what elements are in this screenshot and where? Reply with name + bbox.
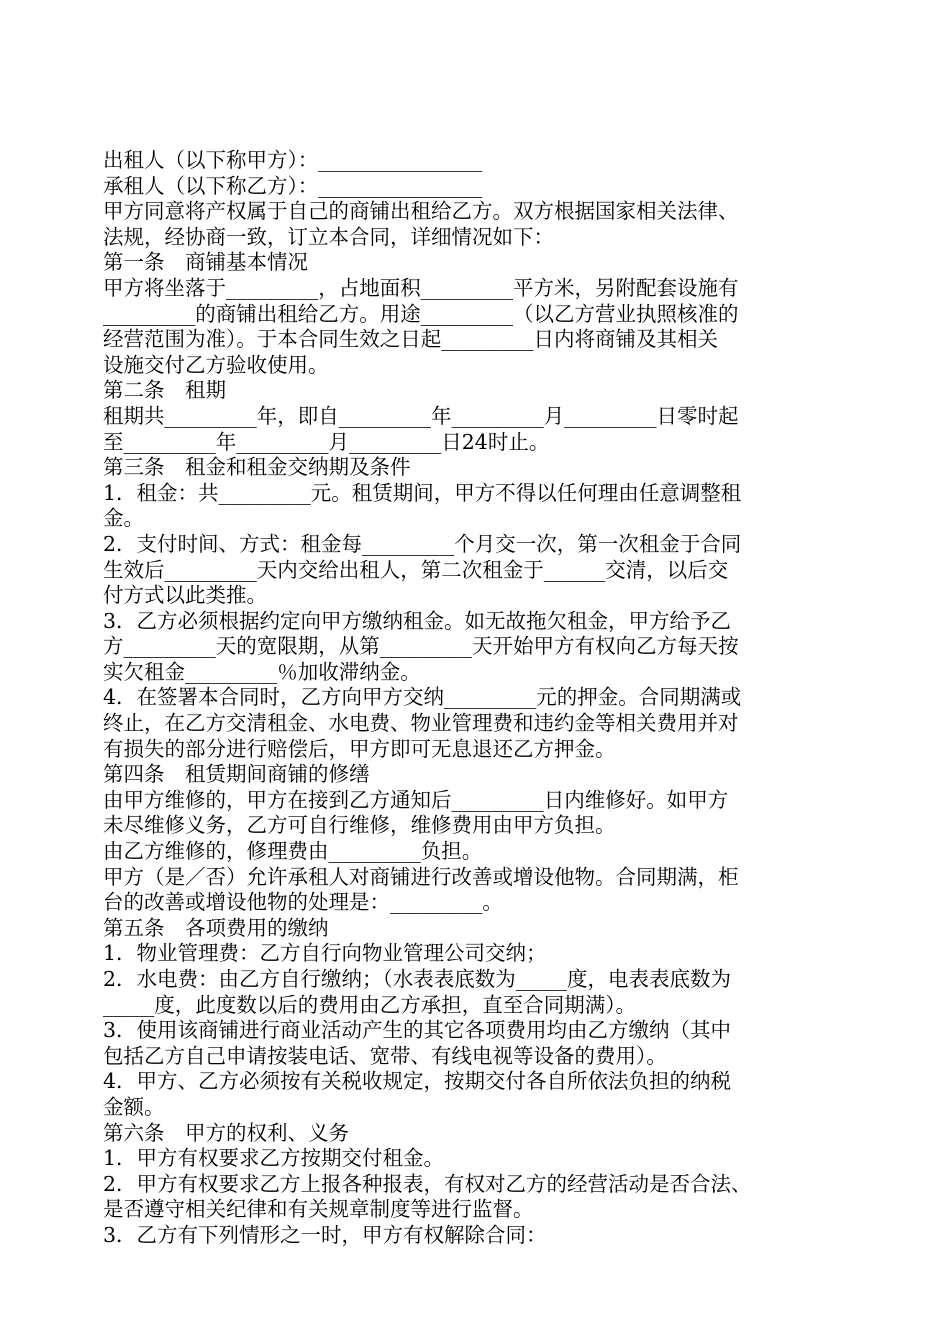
contract-text-line: 是否遵守相关纪律和有关规章制度等进行监督。: [103, 1197, 534, 1222]
contract-text-line: 4．在签署本合同时，乙方向甲方交纳_________元的押金。合同期满或: [103, 685, 742, 710]
contract-text-line: 未尽维修义务，乙方可自行维修，维修费用由甲方负担。: [103, 813, 616, 838]
contract-text-line: 租期共_________年，即自_________年_________月_________日零时起: [103, 403, 739, 428]
contract-text-line: 由甲方维修的，甲方在接到乙方通知后_________日内维修好。如甲方: [103, 787, 729, 812]
contract-text-line: 包括乙方自己申请按装电话、宽带、有线电视等设备的费用）。: [103, 1043, 667, 1068]
contract-text-line: 由乙方维修的，修理费由_________负担。: [103, 839, 483, 864]
contract-text-line: 2．甲方有权要求乙方上报各种报表，有权对乙方的经营活动是否合法、: [103, 1171, 752, 1196]
contract-text-line: 4．甲方、乙方必须按有关税收规定，按期交付各自所依法负担的纳税: [103, 1069, 732, 1094]
contract-text-line: 金额。: [103, 1094, 165, 1119]
contract-text-line: 承租人（以下称乙方）：________________: [103, 173, 483, 198]
contract-text-line: 3．乙方必须根据约定向甲方缴纳租金。如无故拖欠租金，甲方给予乙: [103, 608, 732, 633]
contract-text-line: 2．支付时间、方式：租金每_________个月交一次，第一次租金于合同: [103, 531, 742, 556]
contract-text-line: 3．使用该商铺进行商业活动产生的其它各项费用均由乙方缴纳（其中: [103, 1018, 732, 1043]
contract-text-line: 第六条 甲方的权利、义务: [103, 1120, 349, 1145]
contract-text-line: 方_________天的宽限期，从第_________天开始甲方有权向乙方每天按: [103, 634, 739, 659]
contract-text-line: 第一条 商铺基本情况: [103, 250, 308, 275]
contract-text-line: 第二条 租期: [103, 378, 226, 403]
contract-text-line: 终止，在乙方交清租金、水电费、物业管理费和违约金等相关费用并对: [103, 711, 739, 736]
contract-text-line: 第三条 租金和租金交纳期及条件: [103, 455, 411, 480]
contract-text-line: 第四条 租赁期间商铺的修缮: [103, 762, 370, 787]
contract-text-line: 台的改善或增设他物的处理是：_________。: [103, 890, 503, 915]
contract-text-line: 甲方将坐落于_________，占地面积_________平方米，另附配套设施有: [103, 275, 739, 300]
contract-text-line: 甲方同意将产权属于自己的商铺出租给乙方。双方根据国家相关法律、: [103, 199, 739, 224]
contract-text-line: 经营范围为准）。于本合同生效之日起_________日内将商铺及其相关: [103, 327, 718, 352]
contract-text-line: 甲方（是／否）允许承租人对商铺进行改善或增设他物。合同期满，柜: [103, 864, 739, 889]
contract-text-line: 实欠租金_________％加收滞纳金。: [103, 659, 421, 684]
contract-text-line: 出租人（以下称甲方）：________________: [103, 148, 483, 172]
contract-text-line: _________的商铺出租给乙方。用途_________（以乙方营业执照核准的: [103, 301, 739, 326]
contract-text-line: 第五条 各项费用的缴纳: [103, 915, 329, 940]
contract-text-line: 2．水电费：由乙方自行缴纳；（水表表底数为_____度，电表表底数为: [103, 967, 732, 991]
contract-text-line: 1．物业管理费：乙方自行向物业管理公司交纳；: [103, 941, 547, 966]
contract-text-line: 3．乙方有下列情形之一时，甲方有权解除合同：: [103, 1222, 547, 1247]
contract-text-line: 有损失的部分进行赔偿后，甲方即可无息退还乙方押金。: [103, 736, 616, 761]
contract-text-line: 至_________年_________月_________日24时止。: [103, 429, 550, 454]
contract-page: [103, 148, 863, 1249]
contract-text-line: 设施交付乙方验收使用。: [103, 352, 329, 377]
contract-text-line: 法规，经协商一致，订立本合同，详细情况如下：: [103, 224, 554, 249]
contract-text-line: 付方式以此类推。: [103, 583, 267, 608]
contract-text-line: 金。: [103, 506, 144, 531]
contract-text-line: 1．甲方有权要求乙方按期交付租金。: [103, 1146, 445, 1171]
contract-text-line: 生效后_________天内交给出租人，第二次租金于______交清，以后交: [103, 557, 729, 582]
contract-text-line: 1．租金：共_________元。租赁期间，甲方不得以任何理由任意调整租: [103, 480, 742, 505]
contract-text-line: _____度，此度数以后的费用由乙方承担，直至合同期满）。: [103, 992, 636, 1017]
